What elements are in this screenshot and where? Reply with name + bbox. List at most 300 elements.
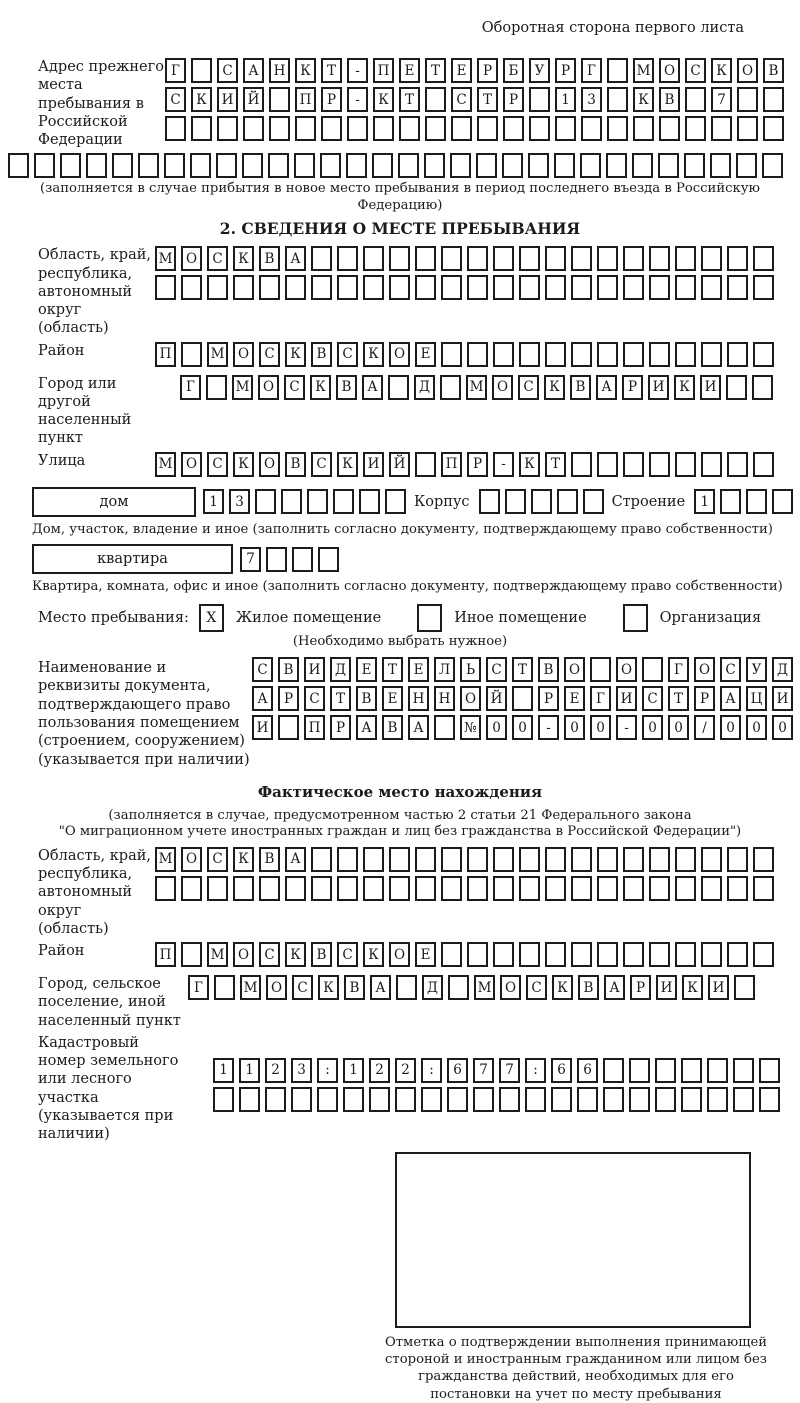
- char-cell: [425, 87, 446, 112]
- char-cell: О: [181, 452, 202, 477]
- char-cell: [551, 1087, 572, 1112]
- char-cell: П: [155, 942, 176, 967]
- char-cell: [658, 153, 679, 178]
- char-cell: 6: [577, 1058, 598, 1083]
- char-cell: [607, 116, 628, 141]
- prev-address-section: [38, 58, 800, 149]
- char-cell: 7: [499, 1058, 520, 1083]
- char-cell: [746, 489, 767, 514]
- char-cell: Р: [330, 715, 351, 740]
- char-cell: 2: [395, 1058, 416, 1083]
- char-cell: [736, 153, 757, 178]
- char-cell: [217, 116, 238, 141]
- prev-address-grid: [165, 58, 789, 145]
- char-cell: [285, 876, 306, 901]
- char-cell: К: [191, 87, 212, 112]
- region-grid: [155, 246, 779, 304]
- char-cell: В: [356, 686, 377, 711]
- char-cell: [623, 942, 644, 967]
- back-side-note: Оборотная сторона первого листа: [481, 20, 744, 36]
- document-row-1: [252, 657, 798, 682]
- char-cell: И: [616, 686, 637, 711]
- char-cell: И: [772, 686, 793, 711]
- char-cell: Е: [382, 686, 403, 711]
- char-cell: И: [252, 715, 273, 740]
- char-cell: [675, 275, 696, 300]
- char-cell: Р: [503, 87, 524, 112]
- char-cell: Е: [408, 657, 429, 682]
- char-cell: Д: [330, 657, 351, 682]
- char-cell: [726, 375, 747, 400]
- char-cell: М: [232, 375, 253, 400]
- char-cell: [259, 275, 280, 300]
- char-cell: [531, 489, 552, 514]
- char-cell: Б: [503, 58, 524, 83]
- char-cell: [763, 87, 784, 112]
- char-cell: [685, 87, 706, 112]
- char-cell: И: [656, 975, 677, 1000]
- document-field: [38, 657, 800, 769]
- char-cell: [242, 153, 263, 178]
- char-cell: А: [252, 686, 273, 711]
- street-row: [155, 452, 779, 477]
- char-cell: /: [694, 715, 715, 740]
- char-cell: Т: [330, 686, 351, 711]
- char-cell: О: [181, 847, 202, 872]
- char-cell: [603, 1087, 624, 1112]
- char-cell: [727, 275, 748, 300]
- char-cell: [603, 1058, 624, 1083]
- char-cell: К: [318, 975, 339, 1000]
- char-cell: К: [633, 87, 654, 112]
- char-cell: Л: [434, 657, 455, 682]
- char-cell: С: [720, 657, 741, 682]
- char-cell: [659, 116, 680, 141]
- char-cell: [734, 975, 755, 1000]
- char-cell: [701, 942, 722, 967]
- char-cell: [519, 942, 540, 967]
- char-cell: В: [538, 657, 559, 682]
- char-cell: 0: [746, 715, 767, 740]
- char-cell: [415, 452, 436, 477]
- char-cell: 0: [668, 715, 689, 740]
- confirmation-mark-box: [395, 1152, 751, 1328]
- char-cell: С: [337, 342, 358, 367]
- char-cell: [629, 1058, 650, 1083]
- region-row-1: [155, 246, 779, 271]
- char-cell: [655, 1058, 676, 1083]
- char-cell: А: [370, 975, 391, 1000]
- char-cell: [502, 153, 523, 178]
- char-cell: [233, 876, 254, 901]
- char-cell: [675, 876, 696, 901]
- char-cell: [255, 489, 276, 514]
- char-cell: [545, 876, 566, 901]
- char-cell: [583, 489, 604, 514]
- char-cell: [216, 153, 237, 178]
- char-cell: [529, 116, 550, 141]
- stroenie-cells: [694, 489, 798, 514]
- char-cell: Е: [415, 942, 436, 967]
- char-cell: [8, 153, 29, 178]
- char-cell: Д: [414, 375, 435, 400]
- char-cell: [281, 489, 302, 514]
- char-cell: Г: [590, 686, 611, 711]
- district-label: Район: [38, 342, 85, 359]
- char-cell: [505, 489, 526, 514]
- cadastre-field: [38, 1034, 800, 1144]
- actual-city-field: [38, 975, 800, 1030]
- char-cell: [623, 342, 644, 367]
- char-cell: К: [295, 58, 316, 83]
- residential-label: Жилое помещение: [235, 609, 382, 626]
- char-cell: [337, 275, 358, 300]
- char-cell: А: [408, 715, 429, 740]
- char-cell: [633, 116, 654, 141]
- char-cell: [772, 489, 793, 514]
- char-cell: [388, 375, 409, 400]
- char-cell: [190, 153, 211, 178]
- cadastre-row-2: [213, 1087, 785, 1112]
- char-cell: А: [720, 686, 741, 711]
- char-cell: П: [155, 342, 176, 367]
- char-cell: [268, 153, 289, 178]
- char-cell: [395, 1087, 416, 1112]
- char-cell: [191, 58, 212, 83]
- char-cell: А: [285, 246, 306, 271]
- char-cell: [555, 116, 576, 141]
- region-field: [38, 246, 800, 337]
- char-cell: К: [233, 847, 254, 872]
- char-cell: Т: [399, 87, 420, 112]
- char-cell: [762, 153, 783, 178]
- char-cell: [441, 342, 462, 367]
- char-cell: [398, 153, 419, 178]
- house-cells: [203, 489, 411, 514]
- char-cell: [359, 489, 380, 514]
- char-cell: [259, 876, 280, 901]
- actual-region-row-2: [155, 876, 779, 901]
- section2-title: 2. СВЕДЕНИЯ О МЕСТЕ ПРЕБЫВАНИЯ: [219, 219, 581, 239]
- cadastre-label: Кадастровый номер земельного или лесного участка (указывается при наличии): [38, 1034, 179, 1143]
- cadastre-row-1: [213, 1058, 785, 1083]
- char-cell: 0: [486, 715, 507, 740]
- actual-district-label: Район: [38, 943, 85, 960]
- char-cell: 7: [711, 87, 732, 112]
- char-cell: [295, 116, 316, 141]
- char-cell: [529, 87, 550, 112]
- char-cell: П: [295, 87, 316, 112]
- char-cell: [711, 116, 732, 141]
- char-cell: В: [311, 342, 332, 367]
- char-cell: [441, 275, 462, 300]
- char-cell: Р: [555, 58, 576, 83]
- char-cell: К: [544, 375, 565, 400]
- char-cell: 0: [772, 715, 793, 740]
- char-cell: [493, 275, 514, 300]
- char-cell: [346, 153, 367, 178]
- char-cell: С: [526, 975, 547, 1000]
- char-cell: [581, 116, 602, 141]
- char-cell: [655, 1087, 676, 1112]
- char-cell: [685, 116, 706, 141]
- char-cell: [318, 547, 339, 572]
- char-cell: [649, 246, 670, 271]
- char-cell: [525, 1087, 546, 1112]
- char-cell: :: [421, 1058, 442, 1083]
- char-cell: О: [266, 975, 287, 1000]
- document-row-3: [252, 715, 798, 740]
- char-cell: [363, 246, 384, 271]
- char-cell: [681, 1087, 702, 1112]
- char-cell: К: [674, 375, 695, 400]
- house-box: дом: [32, 487, 196, 517]
- char-cell: В: [336, 375, 357, 400]
- char-cell: С: [284, 375, 305, 400]
- char-cell: Н: [269, 58, 290, 83]
- char-cell: [545, 275, 566, 300]
- char-cell: [214, 975, 235, 1000]
- char-cell: Т: [477, 87, 498, 112]
- char-cell: [333, 489, 354, 514]
- actual-location-note-1: (заполняется в случае, предусмотренном частью 2 статьи 21 Федерального закона: [108, 807, 692, 823]
- char-cell: -: [538, 715, 559, 740]
- char-cell: К: [711, 58, 732, 83]
- char-cell: [675, 246, 696, 271]
- char-cell: [707, 1058, 728, 1083]
- char-cell: [623, 246, 644, 271]
- char-cell: Р: [538, 686, 559, 711]
- char-cell: [337, 246, 358, 271]
- char-cell: О: [258, 375, 279, 400]
- apartment-box: квартира: [32, 544, 233, 574]
- char-cell: [499, 1087, 520, 1112]
- char-cell: [389, 876, 410, 901]
- char-cell: С: [685, 58, 706, 83]
- char-cell: [642, 657, 663, 682]
- char-cell: [727, 246, 748, 271]
- char-cell: О: [233, 342, 254, 367]
- char-cell: [571, 847, 592, 872]
- char-cell: [503, 116, 524, 141]
- char-cell: [571, 452, 592, 477]
- char-cell: [441, 246, 462, 271]
- char-cell: 0: [642, 715, 663, 740]
- char-cell: [285, 275, 306, 300]
- prev-address-label: Адрес прежнего места пребывания в Российской Федерации: [38, 59, 164, 149]
- char-cell: 6: [551, 1058, 572, 1083]
- char-cell: [181, 275, 202, 300]
- char-cell: [597, 342, 618, 367]
- char-cell: 0: [590, 715, 611, 740]
- char-cell: [396, 975, 417, 1000]
- char-cell: Й: [389, 452, 410, 477]
- char-cell: [269, 116, 290, 141]
- char-cell: [753, 942, 774, 967]
- char-cell: [753, 847, 774, 872]
- char-cell: [337, 847, 358, 872]
- actual-location-note-2: "О миграционном учете иностранных граждан и лиц без гражданства в Российской Федерации"): [58, 824, 742, 840]
- char-cell: [710, 153, 731, 178]
- char-cell: [528, 153, 549, 178]
- char-cell: К: [233, 452, 254, 477]
- stay-place-row: [38, 604, 800, 632]
- char-cell: [311, 246, 332, 271]
- char-cell: К: [363, 342, 384, 367]
- char-cell: [311, 876, 332, 901]
- char-cell: Е: [564, 686, 585, 711]
- char-cell: [233, 275, 254, 300]
- char-cell: В: [344, 975, 365, 1000]
- char-cell: О: [233, 942, 254, 967]
- char-cell: [421, 1087, 442, 1112]
- prev-address-note: (заполняется в случае прибытия в новое место пребывания в период последнего въезда в Российскую Федерацию): [40, 181, 760, 213]
- char-cell: [707, 1087, 728, 1112]
- street-label: Улица: [38, 452, 86, 469]
- char-cell: [753, 876, 774, 901]
- char-cell: К: [337, 452, 358, 477]
- char-cell: С: [207, 246, 228, 271]
- char-cell: С: [311, 452, 332, 477]
- char-cell: 0: [564, 715, 585, 740]
- actual-city-row: [188, 975, 760, 1000]
- cadastre-grid: [188, 1058, 785, 1116]
- char-cell: О: [564, 657, 585, 682]
- char-cell: С: [259, 342, 280, 367]
- char-cell: [753, 275, 774, 300]
- char-cell: С: [642, 686, 663, 711]
- char-cell: [373, 116, 394, 141]
- char-cell: 3: [581, 87, 602, 112]
- char-cell: [363, 275, 384, 300]
- char-cell: М: [155, 452, 176, 477]
- char-cell: [155, 275, 176, 300]
- char-cell: Ь: [460, 657, 481, 682]
- char-cell: 1: [213, 1058, 234, 1083]
- char-cell: О: [181, 246, 202, 271]
- char-cell: [476, 153, 497, 178]
- char-cell: [623, 452, 644, 477]
- char-cell: [580, 153, 601, 178]
- char-cell: К: [373, 87, 394, 112]
- char-cell: О: [616, 657, 637, 682]
- char-cell: [720, 489, 741, 514]
- korpus-label: Корпус: [414, 493, 470, 510]
- char-cell: [434, 715, 455, 740]
- char-cell: [606, 153, 627, 178]
- confirmation-caption: Отметка о подтверждении выполнения принимающей стороной и иностранным гражданином или лицом без гражданства действий, необходимых для его постановки на учет по месту пребывания: [384, 1334, 768, 1402]
- region-label: Область, край, республика, автономный округ (область): [38, 247, 151, 337]
- char-cell: [675, 847, 696, 872]
- char-cell: В: [259, 246, 280, 271]
- char-cell: [557, 489, 578, 514]
- char-cell: [389, 246, 410, 271]
- prev-address-row-4: [8, 153, 800, 178]
- char-cell: [60, 153, 81, 178]
- char-cell: [752, 375, 773, 400]
- region-row-2: [155, 275, 779, 300]
- char-cell: М: [207, 942, 228, 967]
- char-cell: [441, 847, 462, 872]
- char-cell: К: [233, 246, 254, 271]
- char-cell: [519, 876, 540, 901]
- district-row: [155, 342, 779, 367]
- char-cell: К: [682, 975, 703, 1000]
- char-cell: Н: [434, 686, 455, 711]
- char-cell: [363, 847, 384, 872]
- char-cell: [265, 1087, 286, 1112]
- char-cell: [733, 1058, 754, 1083]
- char-cell: Т: [321, 58, 342, 83]
- char-cell: [493, 342, 514, 367]
- char-cell: [649, 342, 670, 367]
- char-cell: [519, 246, 540, 271]
- char-cell: [493, 942, 514, 967]
- char-cell: [607, 87, 628, 112]
- char-cell: [239, 1087, 260, 1112]
- char-cell: [571, 275, 592, 300]
- char-cell: [269, 87, 290, 112]
- char-cell: О: [500, 975, 521, 1000]
- char-cell: [337, 876, 358, 901]
- char-cell: -: [493, 452, 514, 477]
- char-cell: Й: [243, 87, 264, 112]
- char-cell: К: [519, 452, 540, 477]
- char-cell: [597, 942, 618, 967]
- char-cell: [191, 116, 212, 141]
- char-cell: У: [529, 58, 550, 83]
- char-cell: [649, 452, 670, 477]
- char-cell: [467, 942, 488, 967]
- char-cell: [727, 876, 748, 901]
- char-cell: [479, 489, 500, 514]
- char-cell: [519, 342, 540, 367]
- organization-label: Организация: [659, 609, 762, 626]
- char-cell: [623, 876, 644, 901]
- apartment-note: Квартира, комната, офис и иное (заполнить согласно документу, подтверждающему право собственности): [32, 579, 783, 595]
- char-cell: [727, 847, 748, 872]
- char-cell: [545, 342, 566, 367]
- char-cell: [623, 847, 644, 872]
- char-cell: Е: [356, 657, 377, 682]
- char-cell: С: [207, 452, 228, 477]
- char-cell: [321, 116, 342, 141]
- actual-district-row: [155, 942, 779, 967]
- char-cell: [473, 1087, 494, 1112]
- char-cell: В: [763, 58, 784, 83]
- char-cell: [701, 452, 722, 477]
- char-cell: С: [451, 87, 472, 112]
- char-cell: №: [460, 715, 481, 740]
- char-cell: [448, 975, 469, 1000]
- char-cell: М: [155, 246, 176, 271]
- char-cell: [450, 153, 471, 178]
- char-cell: [415, 246, 436, 271]
- char-cell: [320, 153, 341, 178]
- char-cell: О: [259, 452, 280, 477]
- char-cell: [753, 246, 774, 271]
- char-cell: [701, 246, 722, 271]
- char-cell: [266, 547, 287, 572]
- char-cell: Т: [668, 686, 689, 711]
- char-cell: Р: [630, 975, 651, 1000]
- char-cell: :: [317, 1058, 338, 1083]
- char-cell: К: [285, 942, 306, 967]
- char-cell: [649, 942, 670, 967]
- char-cell: М: [240, 975, 261, 1000]
- char-cell: [737, 87, 758, 112]
- char-cell: В: [259, 847, 280, 872]
